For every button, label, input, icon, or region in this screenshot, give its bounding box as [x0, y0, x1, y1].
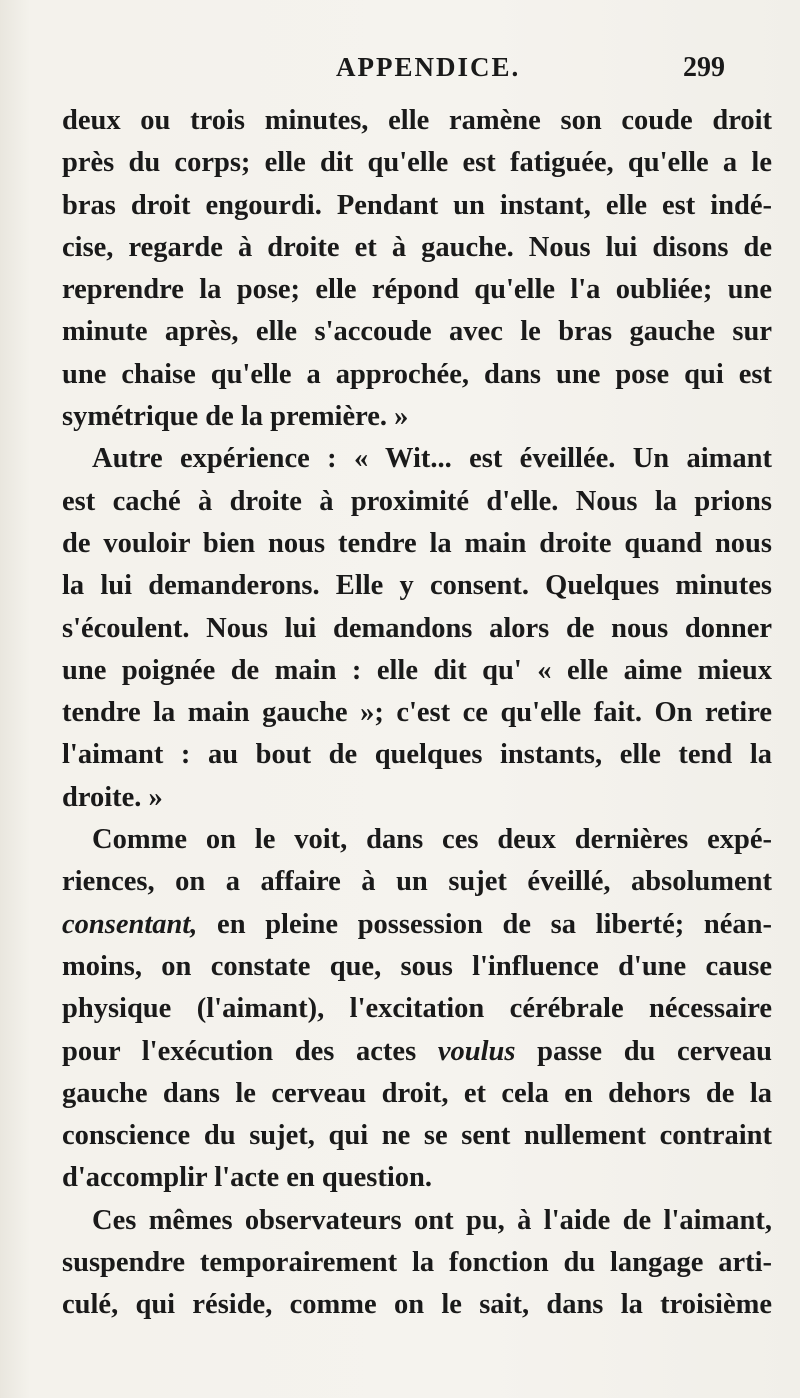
italic-emphasis: voulus	[437, 1035, 516, 1067]
text-line	[62, 523, 772, 565]
text-segment: la lui demanderons. Elle y consent. Quelques minutes	[62, 570, 772, 602]
text-line	[62, 1284, 772, 1326]
text-segment: minute après, elle s'accoude avec le bras gauche sur	[62, 316, 772, 348]
page-header	[0, 52, 800, 92]
running-head: APPENDICE.	[336, 52, 521, 82]
text-line	[62, 227, 772, 269]
text-line	[62, 100, 772, 142]
text-line	[62, 1073, 772, 1115]
text-segment: physique (l'aimant), l'excitation cérébrale nécessaire	[62, 993, 772, 1025]
text-segment: bras droit engourdi. Pendant un instant, elle est indé-	[62, 189, 772, 221]
text-line	[62, 650, 772, 692]
text-segment: une poignée de main : elle dit qu' « elle aime mieux	[62, 654, 772, 686]
text-segment: droite. »	[62, 781, 163, 813]
text-segment: moins, on constate que, sous l'influence d'une cause	[62, 950, 772, 982]
body-text	[62, 100, 772, 1327]
text-segment: riences, on a affaire à un sujet éveillé, absolument	[62, 866, 772, 898]
text-segment: gauche dans le cerveau droit, et cela en dehors de la	[62, 1077, 772, 1109]
text-line	[62, 988, 772, 1030]
text-segment: de vouloir bien nous tendre la main droite quand nous	[62, 527, 772, 559]
text-segment: près du corps; elle dit qu'elle est fatiguée, qu'elle a le	[62, 147, 772, 179]
text-line	[62, 1157, 772, 1199]
text-line	[62, 311, 772, 353]
text-line	[62, 692, 772, 734]
text-line	[62, 861, 772, 903]
text-line	[62, 438, 772, 480]
text-segment: pour l'exécution des actes	[62, 1035, 438, 1067]
text-segment: Ces mêmes observateurs ont pu, à l'aide de l'aimant,	[92, 1204, 772, 1236]
text-line	[62, 142, 772, 184]
text-line	[62, 777, 772, 819]
text-segment: l'aimant : au bout de quelques instants, elle tend la	[62, 739, 772, 771]
text-segment: cise, regarde à droite et à gauche. Nous lui disons de	[62, 231, 772, 263]
text-line	[62, 608, 772, 650]
text-line	[62, 1031, 772, 1073]
text-segment: conscience du sujet, qui ne se sent nullement contraint	[62, 1120, 772, 1152]
italic-emphasis: consentant,	[62, 908, 198, 940]
text-line	[62, 269, 772, 311]
text-line	[62, 565, 772, 607]
text-segment: une chaise qu'elle a approchée, dans une pose qui est	[62, 358, 772, 390]
text-segment: reprendre la pose; elle répond qu'elle l'a oubliée; une	[62, 274, 772, 306]
text-line	[62, 904, 772, 946]
text-segment: symétrique de la première. »	[62, 401, 409, 433]
text-line	[62, 819, 772, 861]
page-number: 299	[683, 52, 725, 83]
text-line	[62, 354, 772, 396]
text-segment: Autre expérience : « Wit... est éveillée. Un aimant	[92, 443, 772, 475]
text-segment: en pleine possession de sa liberté; néan-	[197, 908, 772, 940]
text-segment: deux ou trois minutes, elle ramène son coude droit	[62, 105, 772, 136]
text-line	[62, 481, 772, 523]
text-segment: tendre la main gauche »; c'est ce qu'elle fait. On retire	[62, 697, 772, 729]
text-line	[62, 185, 772, 227]
text-segment: culé, qui réside, comme on le sait, dans la troisième	[62, 1289, 772, 1321]
text-line	[62, 1242, 772, 1284]
text-line	[62, 946, 772, 988]
text-segment: s'écoulent. Nous lui demandons alors de nous donner	[62, 612, 772, 644]
text-line	[62, 734, 772, 776]
text-line	[62, 1200, 772, 1242]
text-line	[62, 396, 772, 438]
text-segment: passe du cerveau	[515, 1035, 772, 1067]
text-segment: d'accomplir l'acte en question.	[62, 1162, 432, 1194]
text-line	[62, 1115, 772, 1157]
text-segment: suspendre temporairement la fonction du langage arti-	[62, 1247, 772, 1279]
text-segment: est caché à droite à proximité d'elle. Nous la prions	[62, 485, 772, 517]
text-segment: Comme on le voit, dans ces deux dernières expé-	[92, 824, 772, 856]
